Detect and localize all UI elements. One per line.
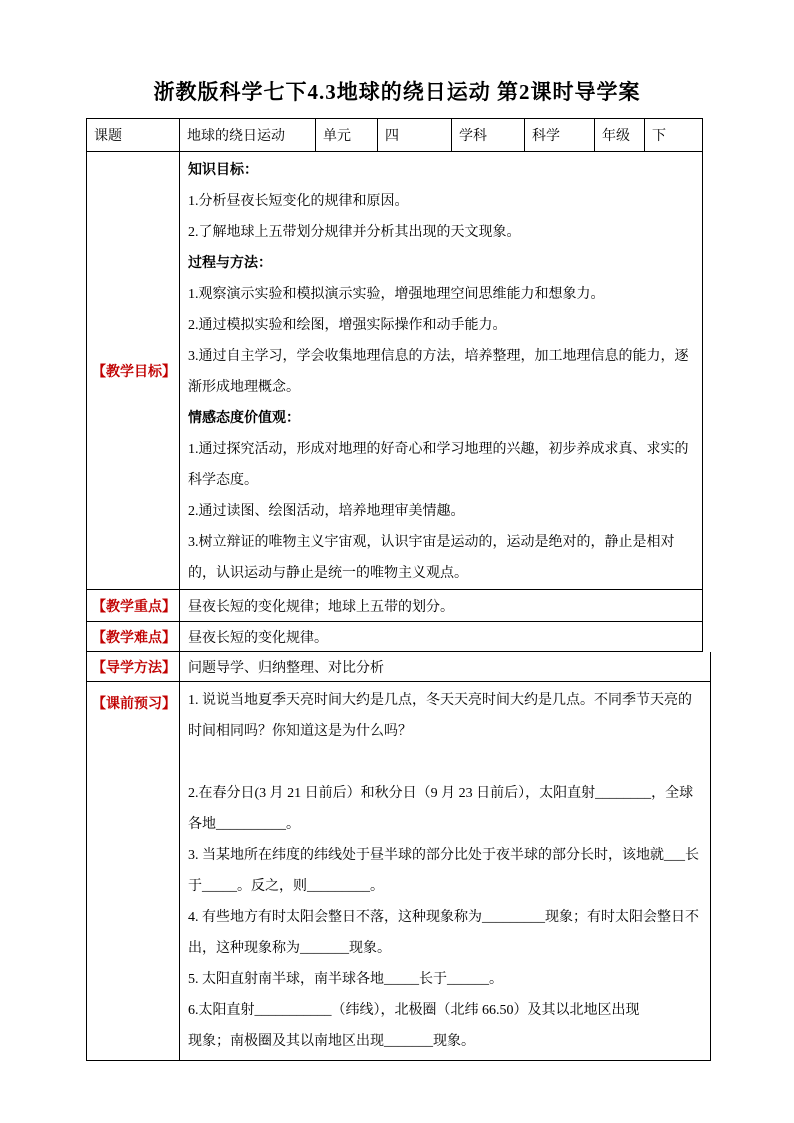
pre-class-preview-label: 【课前预习】 [92, 697, 176, 712]
goal-paragraph: 2.通过模拟实验和绘图，增强实际操作和动手能力。 [188, 318, 507, 333]
goal-paragraph: 1.通过探究活动，形成对地理的好奇心和学习地理的兴趣，初步养成求真、求实的科学态度。 [188, 442, 689, 488]
teaching-difficulty-label: 【教学难点】 [92, 630, 176, 646]
knowledge-goals-heading: 知识目标： [188, 163, 258, 178]
preview-question-4: 4. 有些地方有时太阳会整日不落，这种现象称为_________现象；有时太阳会整日不出，这种现象称为_______现象。 [188, 910, 699, 956]
preview-question-3: 3. 当某地所在纬度的纬线处于昼半球的部分比处于夜半球的部分长时，该地就___长于_____。反之，则_________。 [188, 848, 699, 894]
unit-label: 单元 [315, 119, 377, 151]
goal-paragraph: 3.树立辩证的唯物主义宇宙观，认识宇宙是运动的，运动是绝对的，静止是相对的，认识运动与静止是统一的唯物主义观点。 [188, 535, 675, 581]
goal-paragraph: 2.了解地球上五带划分规律并分析其出现的天文现象。 [188, 225, 521, 240]
grade-value: 下 [644, 119, 702, 151]
preview-question-1: 1. 说说当地夏季天亮时间大约是几点，冬天天亮时间大约是几点。不同季节天亮的时间相同吗？你知道这是为什么吗？ [188, 693, 692, 739]
preview-question-2: 2.在春分日(3 月 21 日前后）和秋分日（9 月 23 日前后），太阳直射________，全球各地__________。 [188, 786, 694, 832]
teaching-focus-label: 【教学重点】 [92, 599, 176, 615]
info-row [86, 118, 703, 152]
teaching-focus-content: 昼夜长短的变化规律；地球上五带的划分。 [179, 590, 702, 621]
teaching-goals-label: 【教学目标】 [92, 364, 176, 380]
teaching-difficulty-content: 昼夜长短的变化规律。 [179, 622, 702, 651]
preview-question-5: 5. 太阳直射南半球，南半球各地_____长于______。 [188, 972, 503, 987]
guide-method-label: 【导学方法】 [92, 660, 176, 676]
topic-value: 地球的绕日运动 [179, 119, 315, 151]
teaching-goals-content [179, 152, 702, 589]
guide-method-row [86, 652, 711, 682]
goal-paragraph: 1.分析昼夜长短变化的规律和原因。 [188, 194, 409, 209]
topic-label: 课题 [94, 129, 122, 144]
preview-question-6-continued: 现象；南极圈及其以南地区出现_______现象。 [188, 1034, 475, 1049]
goal-paragraph: 3.通过自主学习，学会收集地理信息的方法，培养整理，加工地理信息的能力，逐渐形成地理概念。 [188, 349, 689, 395]
goal-paragraph: 2.通过读图、绘图活动，培养地理审美情趣。 [188, 504, 465, 519]
unit-value: 四 [377, 119, 451, 151]
teaching-goals-row [86, 152, 703, 590]
emotion-values-heading: 情感态度价值观： [188, 411, 300, 426]
document-title: 浙教版科学七下4.3地球的绕日运动 第2课时导学案 [153, 80, 641, 104]
lesson-plan-table [86, 118, 703, 1061]
grade-label: 年级 [594, 119, 644, 151]
subject-label: 学科 [451, 119, 524, 151]
preview-question-6: 6.太阳直射___________（纬线），北极圈（北纬 66.50）及其以北地区出现 [188, 1003, 640, 1018]
guide-method-content: 问题导学、归纳整理、对比分析 [179, 652, 710, 681]
teaching-focus-row [86, 590, 703, 622]
pre-class-preview-row [86, 682, 711, 1061]
teaching-difficulty-row [86, 622, 703, 652]
process-method-heading: 过程与方法： [188, 256, 272, 271]
goal-paragraph: 1.观察演示实验和模拟演示实验，增强地理空间思维能力和想象力。 [188, 287, 605, 302]
subject-value: 科学 [524, 119, 594, 151]
pre-class-preview-content [179, 682, 710, 1060]
